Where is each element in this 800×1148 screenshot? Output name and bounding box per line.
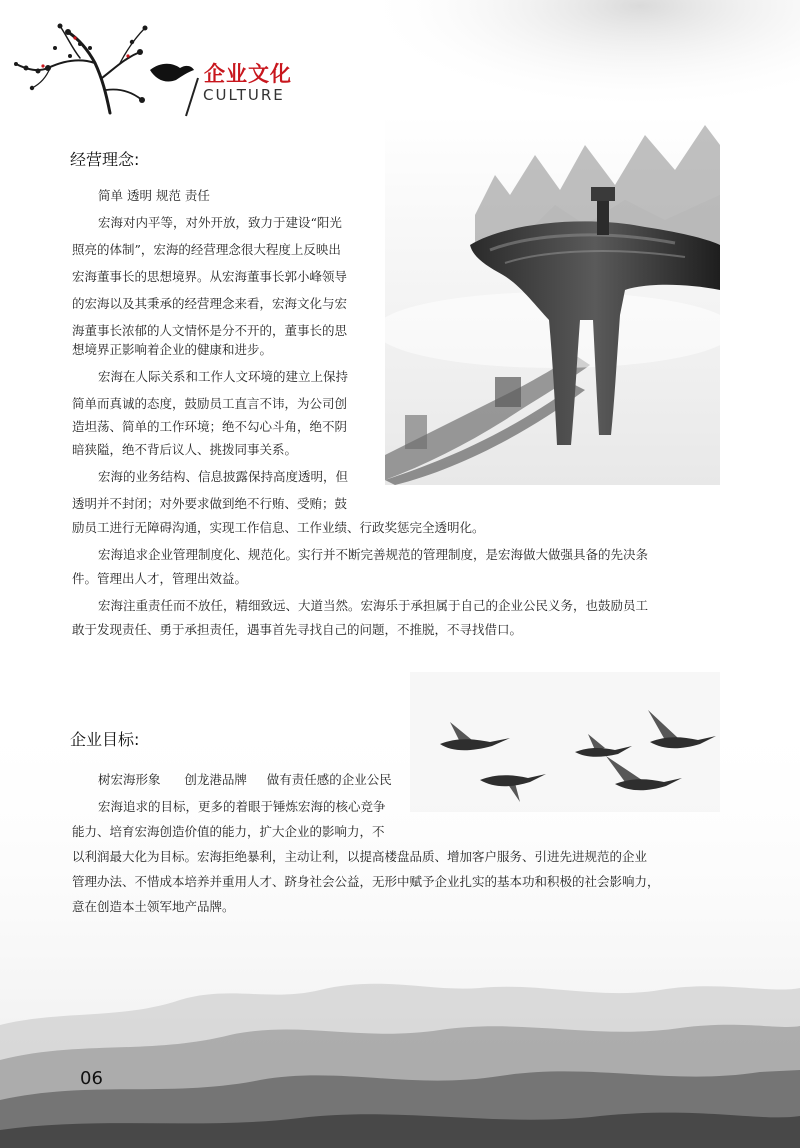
goal-heading: 企业目标: bbox=[70, 730, 140, 749]
philosophy-heading: 经营理念: bbox=[70, 150, 140, 169]
page-number: 06 bbox=[80, 1068, 103, 1089]
text-line: 想境界正影响着企业的健康和进步。 bbox=[72, 342, 273, 357]
bird-icon bbox=[150, 64, 194, 82]
plum-branch-illustration bbox=[10, 18, 200, 118]
text-line: 管理办法、不惜成本培养并重用人才、跻身社会公益，无形中赋予企业扎实的基本功和积极的社会影响力， bbox=[72, 874, 660, 889]
text-line: 透明并不封闭；对外要求做到绝不行贿、受贿；鼓 bbox=[72, 496, 348, 511]
text-line: 海董事长浓郁的人文情怀是分不开的，董事长的思 bbox=[72, 323, 348, 338]
text-line: 造坦荡、简单的工作环境；绝不勾心斗角，绝不阴 bbox=[72, 419, 348, 434]
text-line: 宏海追求的目标，更多的着眼于锤炼宏海的核心竞争 bbox=[98, 799, 386, 814]
text-line: 敢于发现责任、勇于承担责任，遇事首先寻找自己的问题，不推脱，不寻找借口。 bbox=[72, 622, 523, 637]
text-line: 以利润最大化为目标。宏海拒绝暴利，主动让利，以提高楼盘品质、增加客户服务、引进先进规范的企业 bbox=[72, 849, 648, 864]
text-line: 宏海董事长的思想境界。从宏海董事长郭小峰领导 bbox=[72, 269, 348, 284]
header-subtitle: CULTURE bbox=[203, 86, 285, 104]
text-line: 宏海追求企业管理制度化、规范化。实行并不断完善规范的管理制度，是宏海做大做强具备的先决条 bbox=[98, 547, 649, 562]
text-line: 宏海在人际关系和工作人文环境的建立上保持 bbox=[98, 369, 349, 384]
header-title: 企业文化 bbox=[204, 62, 292, 86]
ink-mountains-image bbox=[0, 930, 800, 1148]
text-line: 暗狭隘，绝不背后议人、挑拨同事关系。 bbox=[72, 442, 298, 457]
bronze-jue-vessel-image bbox=[385, 115, 720, 485]
geese-flock-image bbox=[410, 672, 720, 812]
text-line: 宏海的业务结构、信息披露保持高度透明，但 bbox=[98, 469, 349, 484]
text-line: 意在创造本土领军地产品牌。 bbox=[72, 899, 235, 914]
text-line: 件。管理出人才，管理出效益。 bbox=[72, 571, 248, 586]
text-line: 宏海注重责任而不放任，精细致远、大道当然。宏海乐于承担属于自己的企业公民义务，也鼓励员工 bbox=[98, 598, 649, 613]
text-line: 的宏海以及其秉承的经营理念来看，宏海文化与宏 bbox=[72, 296, 348, 311]
text-line: 宏海对内平等，对外开放，致力于建设“阳光 bbox=[98, 215, 342, 230]
text-line: 能力、培育宏海创造价值的能力，扩大企业的影响力，不 bbox=[72, 824, 385, 839]
philosophy-motto: 简单 透明 规范 责任 bbox=[98, 188, 210, 203]
text-line: 励员工进行无障碍沟通，实现工作信息、工作业绩、行政奖惩完全透明化。 bbox=[72, 520, 485, 535]
text-line: 照亮的体制”，宏海的经营理念很大程度上反映出 bbox=[72, 242, 341, 257]
text-line: 简单而真诚的态度，鼓励员工直言不讳，为公司创 bbox=[72, 396, 348, 411]
goal-slogan: 树宏海形象 创龙港品牌 做有责任感的企业公民 bbox=[98, 772, 392, 787]
